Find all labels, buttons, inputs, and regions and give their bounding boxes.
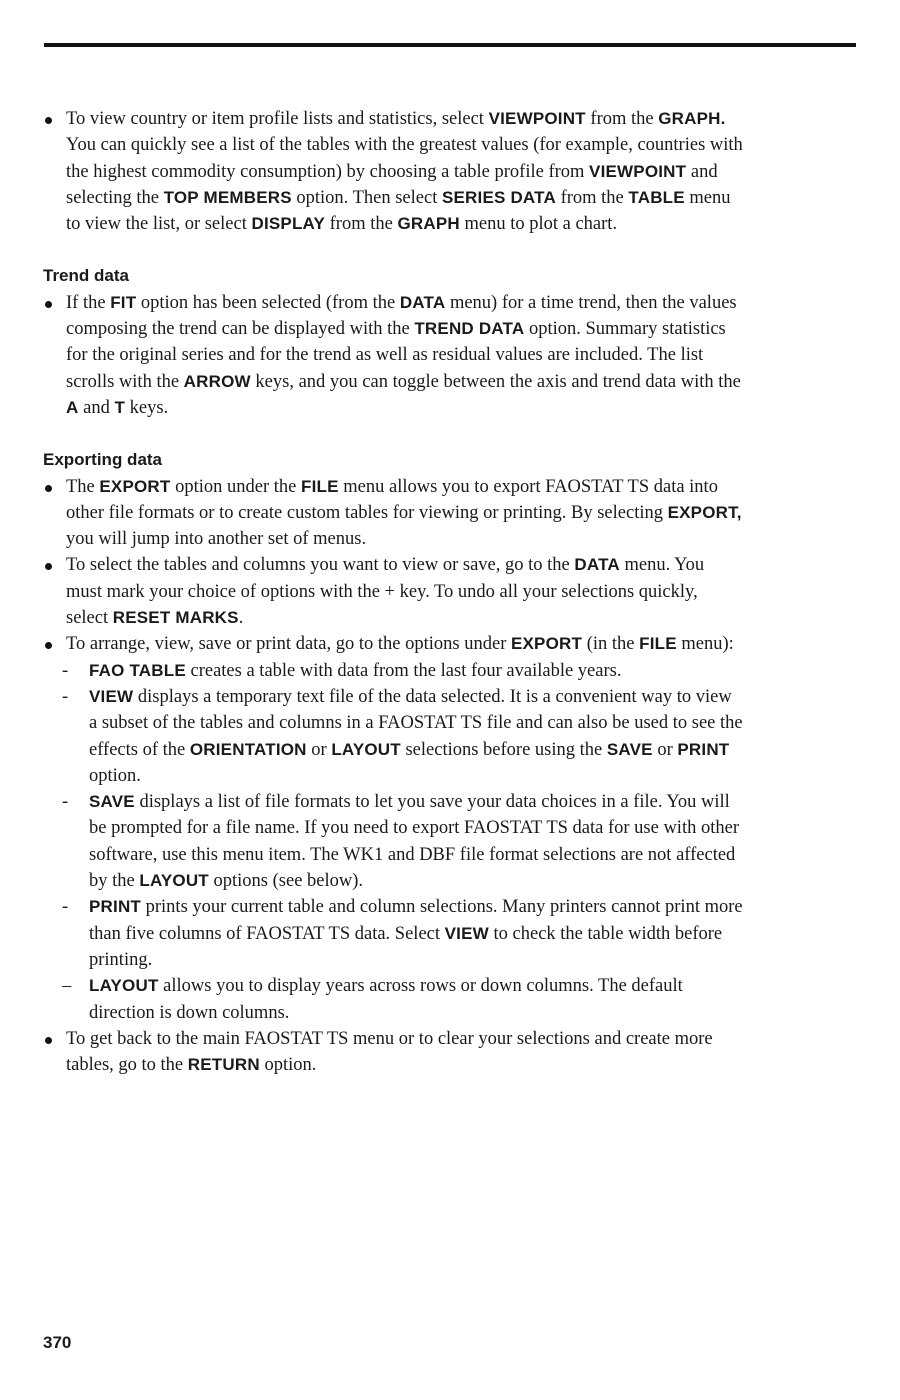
- bold-term: PRINT: [89, 897, 141, 917]
- bold-term: ORIENTATION: [189, 739, 307, 759]
- save-item: - SAVE displays a list of file formats to let you save your data choices in a file. You will be prompted for a file name. If you need to export FAOSTAT TS data for use with other software, use this menu item. The WK1 and DBF file format selections are not affected by the LAYOUT options (see below).: [43, 789, 743, 894]
- bold-term: VIEW: [444, 923, 489, 943]
- dash-marker: -: [62, 897, 69, 918]
- bold-term: SAVE: [89, 792, 135, 812]
- print-item: - PRINT prints your current table and column selections. Many printers cannot print more than five columns of FAOSTAT TS data. Select VIEW to check the table width before printing.: [43, 894, 743, 973]
- bold-term: GRAPH.: [658, 109, 726, 128]
- select-tables-bullet: To select the tables and columns you want to view or save, go to the DATA menu. You must mark your choice of options with the + key. To undo all your selections quickly, select RESET MARKS.: [43, 552, 743, 631]
- bold-term: DISPLAY: [251, 214, 326, 234]
- bold-term: FIT: [110, 292, 137, 312]
- bold-term: T: [114, 397, 126, 417]
- bold-term: ARROW: [183, 371, 251, 391]
- layout-item: – LAYOUT allows you to display years across rows or down columns. The default direction is down columns.: [43, 973, 743, 1026]
- view-item: - VIEW displays a temporary text file of the data selected. It is a convenient way to view a subset of the tables and columns in a FAOSTAT TS file and can also be used to see the effects of the ORIENTATION or LAYOUT selections before using the SAVE or PRINT option.: [43, 684, 743, 789]
- arrange-bullet: To arrange, view, save or print data, go to the options under EXPORT (in the FILE menu):: [43, 631, 743, 657]
- bold-term: VIEWPOINT: [488, 109, 586, 128]
- bold-term: TREND DATA: [414, 319, 525, 339]
- bold-term: LAYOUT: [89, 976, 159, 996]
- bold-term: LAYOUT: [139, 871, 209, 891]
- bold-term: EXPORT,: [667, 502, 742, 522]
- exporting-data-heading: Exporting data: [43, 450, 163, 470]
- header-rule: [44, 43, 856, 47]
- page-number: 370: [43, 1333, 72, 1352]
- bold-term: EXPORT: [510, 634, 583, 654]
- bold-term: DATA: [574, 555, 620, 575]
- bold-term: EXPORT: [99, 476, 171, 496]
- bold-term: TABLE: [628, 187, 685, 207]
- bold-term: FAO TABLE: [89, 660, 186, 680]
- page-content: [43, 106, 743, 1078]
- bold-term: FILE: [639, 634, 677, 654]
- bold-term: VIEW: [89, 686, 134, 706]
- bold-term: VIEWPOINT: [589, 161, 687, 181]
- export-bullet: The EXPORT option under the FILE menu allows you to export FAOSTAT TS data into other file formats or to create custom tables for viewing or printing. By selecting EXPORT, you will jump into another set of menus.: [43, 474, 743, 553]
- bold-term: RETURN: [187, 1055, 260, 1075]
- bold-term: LAYOUT: [331, 739, 401, 759]
- bold-term: PRINT: [677, 739, 730, 759]
- fao-table-item: - FAO TABLE creates a table with data from the last four available years.: [43, 658, 743, 684]
- dash-marker: -: [62, 660, 69, 681]
- bold-term: SERIES DATA: [441, 187, 556, 207]
- bold-term: RESET MARKS: [112, 608, 239, 628]
- trend-data-heading: Trend data: [43, 266, 129, 286]
- dash-marker: –: [62, 976, 72, 997]
- return-bullet: To get back to the main FAOSTAT TS menu or to clear your selections and create more tables, go to the RETURN option.: [43, 1026, 743, 1079]
- dash-marker: -: [62, 792, 69, 813]
- bold-term: DATA: [399, 292, 446, 312]
- viewpoint-bullet: To view country or item profile lists and statistics, select VIEWPOINT from the GRAPH. You can quickly see a list of the tables with the greatest values (for example, countries with the highest commodity consumption) by choosing a table profile from VIEWPOINT and selecting the TOP MEMBERS option. Then select SERIES DATA from the TABLE menu to view the list, or select DISPLAY from the GRAPH menu to plot a chart.: [43, 106, 743, 237]
- bold-term: FILE: [301, 476, 339, 496]
- bold-term: SAVE: [606, 739, 653, 759]
- bold-term: A: [66, 397, 79, 417]
- bold-term: TOP MEMBERS: [163, 187, 292, 207]
- bold-term: GRAPH: [397, 214, 460, 234]
- trend-bullet: If the FIT option has been selected (from the DATA menu) for a time trend, then the values composing the trend can be displayed with the TREND DATA option. Summary statistics for the original series and for the trend as well as residual values are included. The list scrolls with the ARROW keys, and you can toggle between the axis and trend data with the A and T keys.: [43, 290, 743, 421]
- dash-marker: -: [62, 686, 69, 707]
